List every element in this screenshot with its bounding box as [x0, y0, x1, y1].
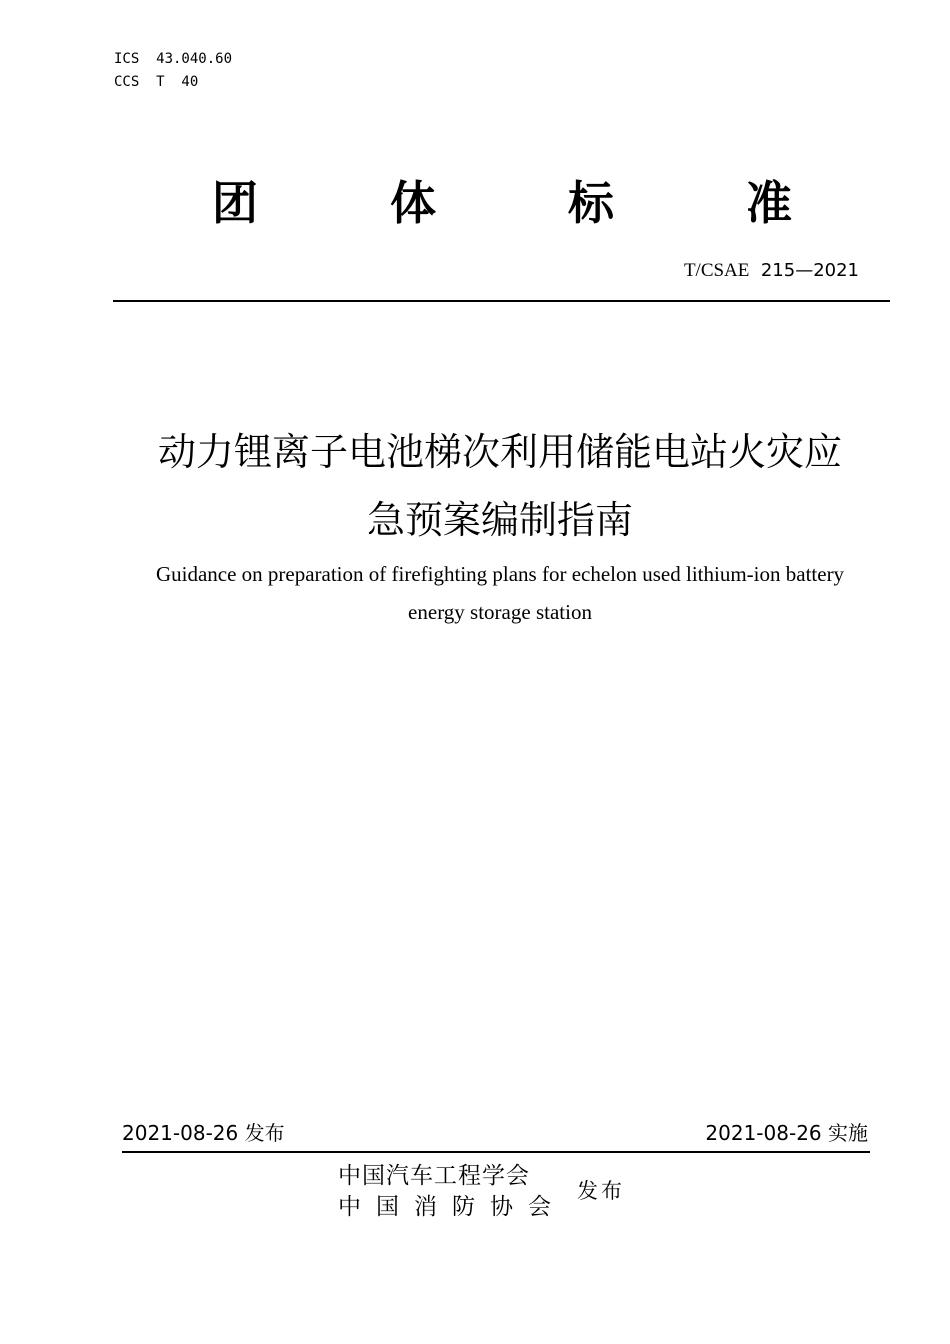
- chinese-title-line1: 动力锂离子电池梯次利用储能电站火灾应: [157, 430, 842, 474]
- chinese-title: [100, 418, 900, 554]
- footer-divider: [122, 1151, 870, 1153]
- standard-number-value: 215—2021: [749, 260, 859, 281]
- publish-label: 发布: [577, 1179, 625, 1203]
- issuer-org-2: [338, 1192, 551, 1222]
- issuer-org-1: 中国汽车工程学会: [338, 1163, 530, 1189]
- chinese-title-line2: 急预案编制指南: [366, 498, 633, 542]
- ccs-code: CCS T 40: [114, 74, 199, 90]
- english-title: [100, 555, 900, 631]
- english-title-line1: Guidance on preparation of firefighting plans for echelon used lithium-ion battery: [155, 562, 845, 586]
- standard-type-heading: [212, 176, 792, 230]
- standard-number-prefix: T/CSAE: [683, 260, 750, 281]
- standard-type-char: 标: [568, 176, 614, 230]
- header-divider: [113, 300, 890, 302]
- standard-type-char: 准: [746, 176, 792, 230]
- implementation-date: 2021-08-26 实施: [705, 1121, 868, 1145]
- issuer-org-2-char: 协: [490, 1194, 513, 1220]
- standard-type-char: 团: [212, 176, 258, 230]
- issuer-org-2-char: 防: [452, 1194, 475, 1220]
- ics-code: ICS 43.040.60: [114, 51, 233, 67]
- english-title-line2: energy storage station: [408, 600, 592, 624]
- issuer-org-2-char: 国: [376, 1194, 399, 1220]
- standard-number: [684, 259, 859, 283]
- issue-date: 2021-08-26 发布: [122, 1121, 285, 1145]
- issuer-org-2-char: 消: [414, 1194, 437, 1220]
- standard-type-char: 体: [390, 176, 436, 230]
- issuer-org-2-char: 会: [528, 1194, 551, 1220]
- issuer-org-2-char: 中: [338, 1194, 361, 1220]
